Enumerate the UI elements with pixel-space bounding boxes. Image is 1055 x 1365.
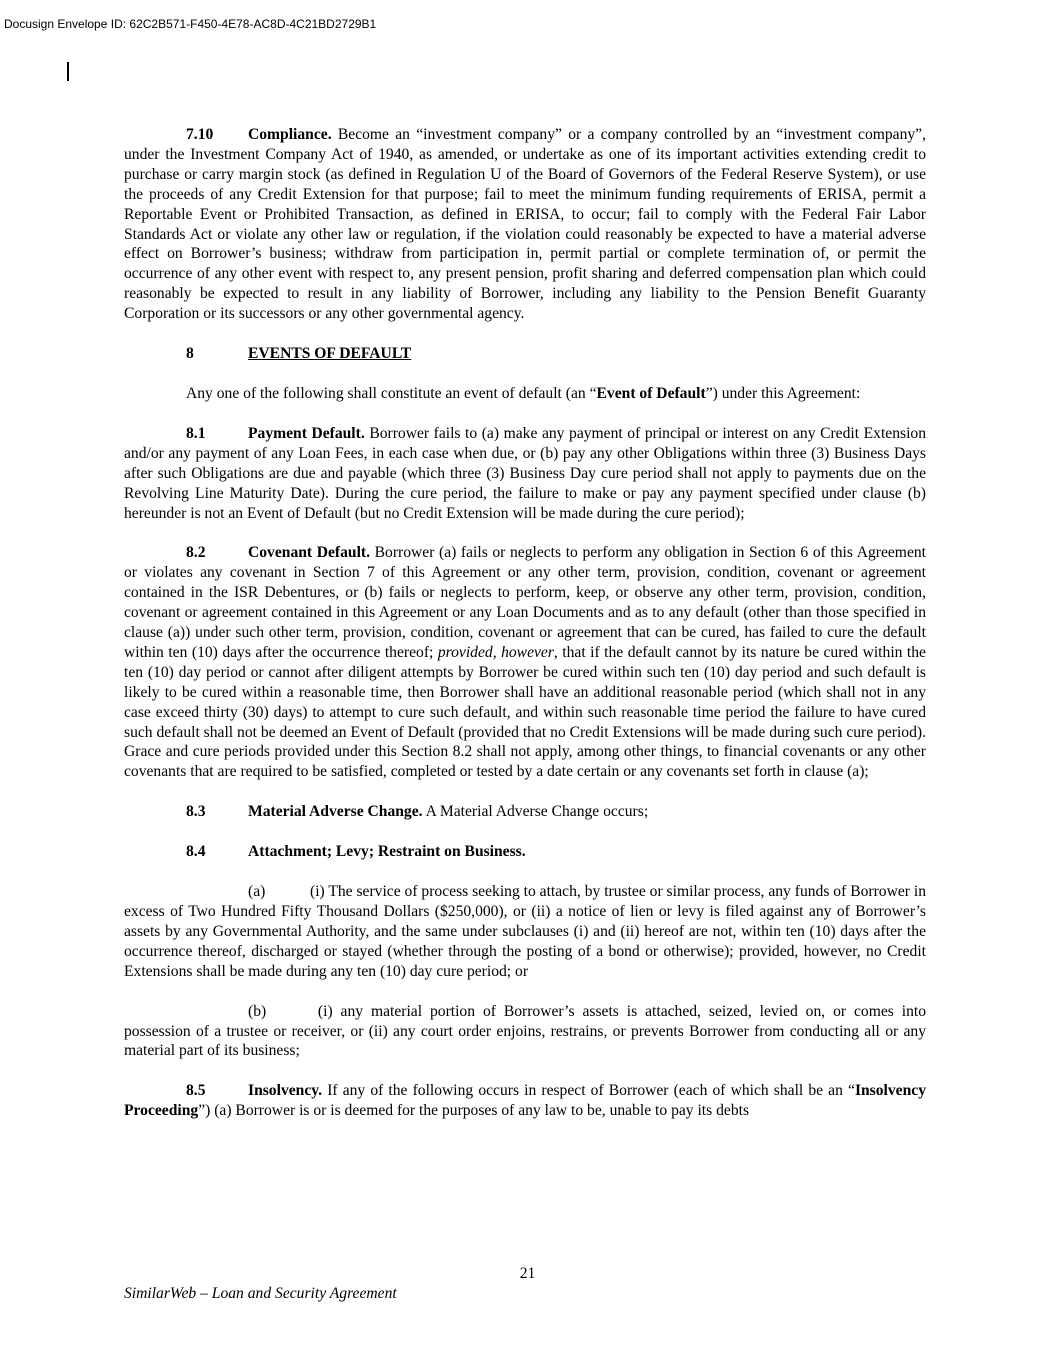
defined-term: Event of Default — [596, 384, 706, 402]
clause-text: (i) The service of process seeking to attach, by trustee or similar process, any funds of Borrower in excess of Two Hundred Fifty Thousand Dollars ($250,000), or (ii) a notice of lien or levy is filed against any of Borrower’s assets by any Governmental Authority, and the same under subclauses (i) and (ii) hereof are not, within ten (10) days after the occurrence thereof, discharged or stayed (whether through the posting of a bond or otherwise); provided, however, no Credit Extensions shall be made during any ten (10) day cure period; or — [124, 883, 926, 980]
section-title: Material Adverse Change. — [248, 803, 423, 821]
section-8-3 — [124, 802, 926, 822]
section-8-4 — [124, 842, 926, 862]
section-title: Payment Default. — [248, 424, 365, 442]
clause-text: (i) any material portion of Borrower’s assets is attached, seized, levied on, or comes into possession of a trustee or receiver, or (ii) any court order enjoins, restrains, or prevents Borrower from conducting all or any material part of its business; — [124, 1002, 926, 1060]
section-number: 8 — [186, 345, 194, 363]
section-8-5 — [124, 1081, 926, 1121]
clause-label: (a) — [248, 883, 266, 901]
clause-label: (b) — [248, 1002, 267, 1020]
section-text: A Material Adverse Change occurs; — [425, 803, 649, 821]
section-8-heading — [124, 344, 926, 364]
section-8-4-a — [124, 882, 926, 982]
section-number: 8.4 — [186, 843, 206, 861]
section-8-4-b — [124, 1002, 926, 1062]
intro-text: Any one of the following shall constitute an event of default (an “ — [186, 384, 597, 402]
section-number: 8.5 — [186, 1082, 206, 1100]
section-text-continued: , that if the default cannot by its nature be cured within the ten (10) day period or cannot after diligent attempts by Borrower be cured within such ten (10) day period and such default is likely to be cured within a reasonable time, then Borrower shall have an additional reasonable period (which shall not in any case exceed thirty (30) days) to attempt to cure such default, and within such reasonable time period the failure to have cured such default shall not be deemed an Event of Default (provided that no Credit Extensions will be made during such cure period). Grace and cure periods provided under this Section 8.2 shall not apply, among other things, to financial covenants or any other covenants that are required to be satisfied, completed or tested by a date certain or any covenants set forth in clause (a); — [124, 643, 926, 781]
section-text: If any of the following occurs in respect of Borrower (each of which shall be an “ — [322, 1082, 855, 1100]
defined-term: Insolvency Proceeding — [124, 1082, 926, 1120]
footer-title: SimilarWeb – Loan and Security Agreement — [124, 1285, 397, 1302]
section-7-10 — [124, 125, 926, 324]
section-number: 8.1 — [186, 424, 206, 442]
proviso-italic: provided, however — [437, 643, 554, 661]
section-text-continued: ”) (a) Borrower is or is deemed for the purposes of any law to be, unable to pay its debts — [198, 1102, 750, 1120]
section-text: Become an “investment company” or a company controlled by an “investment company”, under the Investment Company Act of 1940, as amended, or undertake as one of its important activities extending credit to purchase or carry margin stock (as defined in Regulation U of the Board of Governors of the Federal Reserve System), or use the proceeds of any Credit Extension for that purpose; fail to meet the minimum funding requirements of ERISA, permit a Reportable Event or Prohibited Transaction, as defined in ERISA, to occur; fail to comply with the Federal Fair Labor Standards Act or violate any other law or regulation, if the violation could reasonably be expected to have a material adverse effect on Borrower’s business; withdraw from participation in, permit partial or complete termination of, or permit the occurrence of any other event with respect to, any present pension, profit sharing and deferred compensation plan which could reasonably be expected to result in any liability of Borrower, including any liability to the Pension Benefit Guaranty Corporation or its successors or any other governmental agency. — [124, 126, 926, 323]
document-body — [124, 125, 926, 1141]
section-title: EVENTS OF DEFAULT — [248, 345, 412, 363]
docusign-envelope-id: Docusign Envelope ID: 62C2B571-F450-4E78-AC8D-4C21BD2729B1 — [4, 17, 377, 31]
section-8-2 — [124, 543, 926, 782]
section-title: Attachment; Levy; Restraint on Business. — [248, 843, 526, 861]
revision-bar — [67, 62, 69, 81]
section-text: Borrower fails to (a) make any payment of principal or interest on any Credit Extension and/or any payment of any Loan Fees, in each case when due, or (b) pay any other Obligations within three (3) Business Days after such Obligations are due and payable (which three (3) Business Day cure period shall not apply to payments due on the Revolving Line Maturity Date). During the cure period, the failure to make or pay any payment specified under clause (b) hereunder is not an Event of Default (but no Credit Extension will be made during the cure period); — [124, 424, 927, 522]
section-title: Insolvency. — [248, 1082, 323, 1100]
section-title: Compliance. — [248, 126, 332, 143]
section-number: 8.2 — [186, 544, 206, 562]
section-number: 8.3 — [186, 803, 206, 821]
section-number: 7.10 — [186, 126, 214, 143]
section-text: Borrower (a) fails or neglects to perform any obligation in Section 6 of this Agreement or violates any covenant in Section 7 of this Agreement or any other term, provision, condition, covenant or agreement contained in the ISR Debentures, or (b) fails or neglects to perform, keep, or observe any other term, provision, condition, covenant or agreement contained in this Agreement or any Loan Documents and as to any default (other than those specified in clause (a)) under such other term, provision, condition, covenant or agreement that can be cured, has failed to cure the default within ten (10) days after the occurrence thereof; — [124, 544, 926, 661]
page-number: 21 — [519, 1265, 536, 1282]
section-8-1 — [124, 424, 926, 524]
section-8-intro — [124, 384, 926, 404]
intro-text-end: ”) under this Agreement: — [705, 384, 861, 402]
section-title: Covenant Default. — [248, 544, 370, 562]
